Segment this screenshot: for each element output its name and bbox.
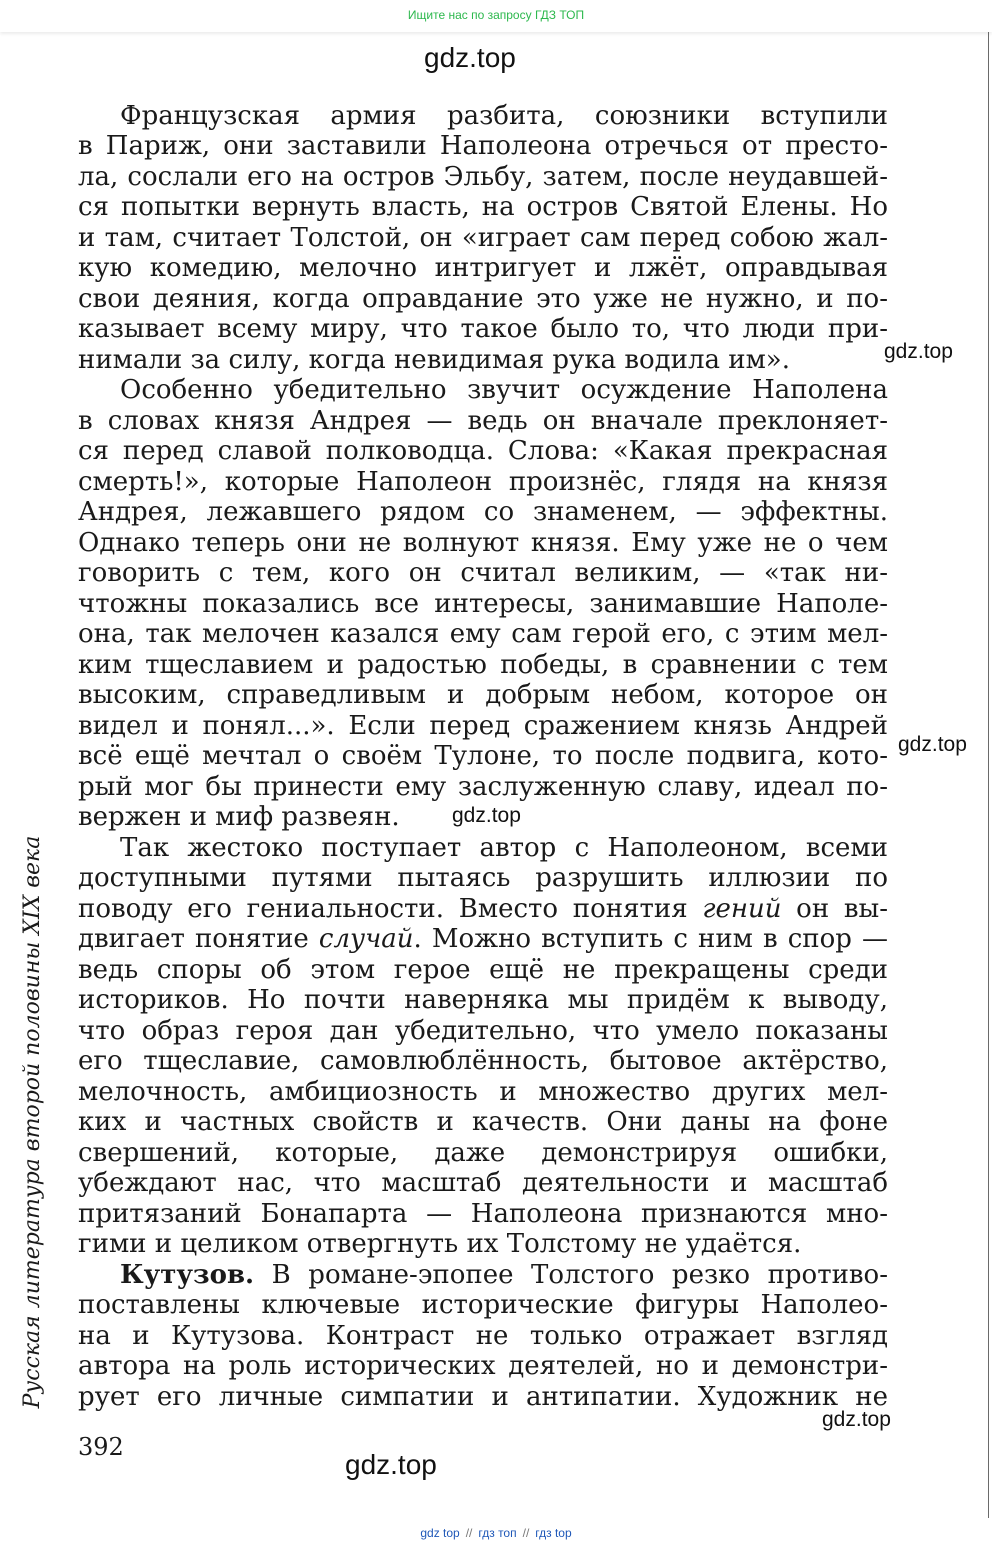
text-line: всё ещё мечтал о своём Тулоне, то после подвига, кото-: [78, 741, 888, 771]
text-line: ла, сослали его на остров Эльбу, затем, после неудавшей-: [78, 162, 888, 192]
text-line: что образ героя дан убедительно, что умело показаны: [78, 1016, 888, 1046]
text-line: [120, 1260, 888, 1290]
text-line: рый мог бы принести ему заслуженную славу, идеал по-: [78, 772, 888, 802]
text-line: нимали за силу, когда невидимая рука водила им».: [78, 345, 790, 375]
text-line: ся перед славой полководца. Слова: «Какая прекрасная: [78, 436, 888, 466]
text-line: его тщеславие, самовлюблённость, бытовое актёрство,: [78, 1046, 888, 1076]
text-line: высоким, справедливым и добрым небом, которое он: [78, 680, 888, 710]
vertical-book-title: Русская литература второй половины XIX века: [20, 835, 45, 1409]
banner-text: Ищите нас по запросу ГДЗ ТОП: [407, 8, 585, 22]
text-line: говорить с тем, кого он считал великим, — «так ни-: [78, 558, 888, 588]
text-segment: двигает понятие: [78, 924, 319, 954]
text-line: на и Кутузова. Контраст не только отражает взгляд: [78, 1321, 888, 1351]
watermark-text: gdz.top: [452, 804, 521, 827]
text-line: кую комедию, мелочно интригует и лжёт, оправдывая: [78, 253, 888, 283]
text-line: Так жестоко поступает автор с Наполеоном, всеми: [120, 833, 888, 863]
text-line: ся попытки вернуть власть, на остров Святой Елены. Но: [78, 192, 888, 222]
text-line: вержен и миф развеян.: [78, 802, 400, 832]
text-line: убеждают нас, что масштаб деятельности и масштаб: [78, 1168, 888, 1198]
watermark-text: gdz.top: [884, 340, 953, 363]
text-line: в Париж, они заставили Наполеона отречься от престо-: [78, 131, 888, 161]
text-line: Однако теперь они не волнуют князя. Ему уже не о чем: [78, 528, 888, 558]
text-line: свои деяния, когда оправдание это уже не нужно, и по-: [78, 284, 888, 314]
text-line: свершений, которые, даже демонстрируя ошибки,: [78, 1138, 888, 1168]
text-line: она, так мелочен казался ему сам герой его, с этим мел-: [78, 619, 888, 649]
text-line: Французская армия разбита, союзники вступили: [120, 101, 888, 131]
section-heading: Кутузов.: [120, 1260, 255, 1290]
text-line: видел и понял...». Если перед сражением князь Андрей: [78, 711, 888, 741]
text-line: [78, 894, 888, 924]
text-line: чтожны показались все интересы, занимавшие Наполе-: [78, 589, 888, 619]
emphasis-term: случай: [318, 924, 414, 954]
emphasis-term: гений: [702, 894, 782, 924]
text-segment: . Можно вступить с ним в спор —: [413, 924, 889, 954]
footer-separator: //: [465, 1526, 473, 1540]
text-segment: поводу его гениальности. Вместо понятия: [78, 894, 703, 924]
text-line: Андрея, лежавшего рядом со знаменем, — эффектны.: [78, 497, 888, 527]
watermark-text: gdz.top: [822, 1408, 891, 1431]
text-line: поставлены ключевые исторические фигуры Наполео-: [78, 1290, 888, 1320]
text-line: автора на роль исторических деятелей, но и демонстри-: [78, 1351, 888, 1381]
footer-separator: //: [522, 1526, 530, 1540]
text-line: ведь споры об этом герое ещё не прекращены среди: [78, 955, 888, 985]
footer-link-gdz-top-mixed[interactable]: гдз top: [535, 1526, 572, 1540]
text-segment: он вы-: [781, 894, 888, 924]
footer-link-gdz-top-ru[interactable]: гдз топ: [478, 1526, 517, 1540]
text-line: рует его личные симпатии и антипатии. Художник не: [78, 1382, 888, 1412]
page-number: 392: [78, 1433, 124, 1461]
text-line: ким тщеславием и радостью победы, в сравнении с тем: [78, 650, 888, 680]
watermark-text: gdz.top: [898, 733, 967, 756]
text-line: [78, 924, 888, 954]
watermark-text: gdz.top: [424, 42, 516, 73]
text-line: и там, считает Толстой, он «играет сам перед собою жал-: [78, 223, 888, 253]
watermark-text: gdz.top: [345, 1449, 437, 1480]
text-line: ких и частных свойств и качеств. Они даны на фоне: [78, 1107, 888, 1137]
text-line: доступными путями пытаясь разрушить иллюзии по: [78, 863, 888, 893]
text-line: историков. Но почти наверняка мы придём к выводу,: [78, 985, 888, 1015]
footer-link-gdz-top[interactable]: gdz top: [420, 1526, 460, 1540]
text-line: смерть!», которые Наполеон произнёс, глядя на князя: [78, 467, 888, 497]
text-line: Особенно убедительно звучит осуждение Наполена: [120, 375, 888, 405]
text-line: мелочность, амбициозность и множество других мел-: [78, 1077, 888, 1107]
text-line: притязаний Бонапарта — Наполеона признаются мно-: [78, 1199, 888, 1229]
text-line: казывает всему миру, что такое было то, что люди при-: [78, 314, 888, 344]
text-line: гими и целиком отвергнуть их Толстому не удаётся.: [78, 1229, 802, 1259]
text-line: в словах князя Андрея — ведь он вначале преклоняет-: [78, 406, 888, 436]
footer-bar: [0, 1518, 992, 1550]
text-segment: В романе-эпопее Толстого резко противо-: [254, 1260, 888, 1290]
